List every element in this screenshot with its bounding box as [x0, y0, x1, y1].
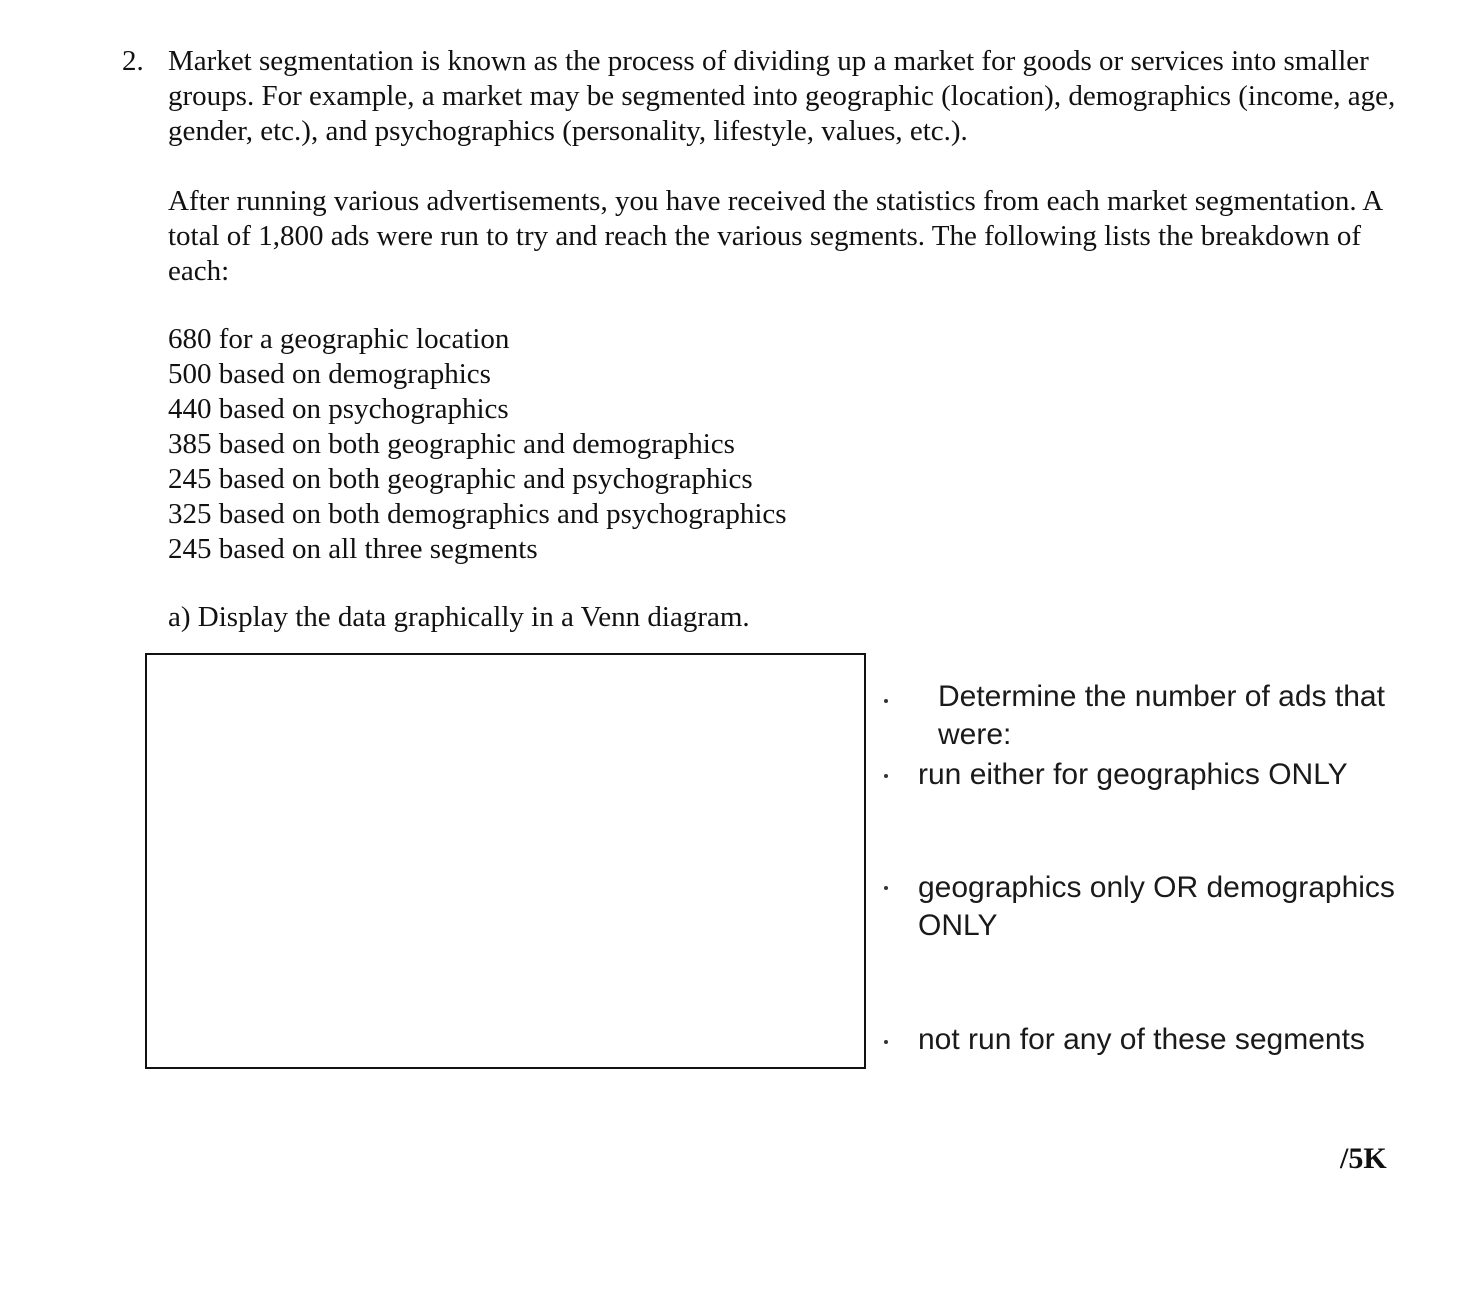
question-intro: Market segmentation is known as the process of dividing up a market for goods or services into smaller groups. For example, a market may be segmented into geographic (location), demographics (income, age, gender, etc.), and psychographics (personality, lifestyle, values, etc.).	[168, 45, 1396, 147]
breakdown-item: 440 based on psychographics	[168, 393, 509, 425]
side-prompt: Determine the number of ads that were:	[938, 680, 1385, 751]
part-a-instruction: a) Display the data graphically in a Venn diagram.	[168, 601, 750, 633]
breakdown-item: 245 based on both geographic and psychographics	[168, 463, 753, 495]
breakdown-item: 325 based on both demographics and psychographics	[168, 498, 787, 530]
breakdown-item: 500 based on demographics	[168, 358, 491, 390]
bullet-icon	[884, 1040, 888, 1044]
question-number: 2.	[122, 45, 144, 77]
bullet-icon	[884, 886, 888, 890]
question-context: After running various advertisements, you have received the statistics from each market segmentation. A total of 1,800 ads were run to try and reach the various segments. The following lists the breakdown of each:	[168, 185, 1382, 287]
breakdown-list	[168, 322, 787, 567]
breakdown-item: 680 for a geographic location	[168, 323, 510, 355]
breakdown-item: 245 based on all three segments	[168, 533, 538, 565]
bullet-icon	[884, 699, 888, 703]
side-question-2: geographics only OR demographics ONLY	[918, 871, 1395, 942]
breakdown-item: 385 based on both geographic and demographics	[168, 428, 735, 460]
bullet-icon	[884, 774, 888, 778]
marks-label: /5K	[1340, 1142, 1387, 1175]
side-question-1: run either for geographics ONLY	[918, 758, 1348, 791]
venn-answer-box[interactable]	[145, 653, 866, 1069]
side-question-3: not run for any of these segments	[918, 1023, 1365, 1056]
